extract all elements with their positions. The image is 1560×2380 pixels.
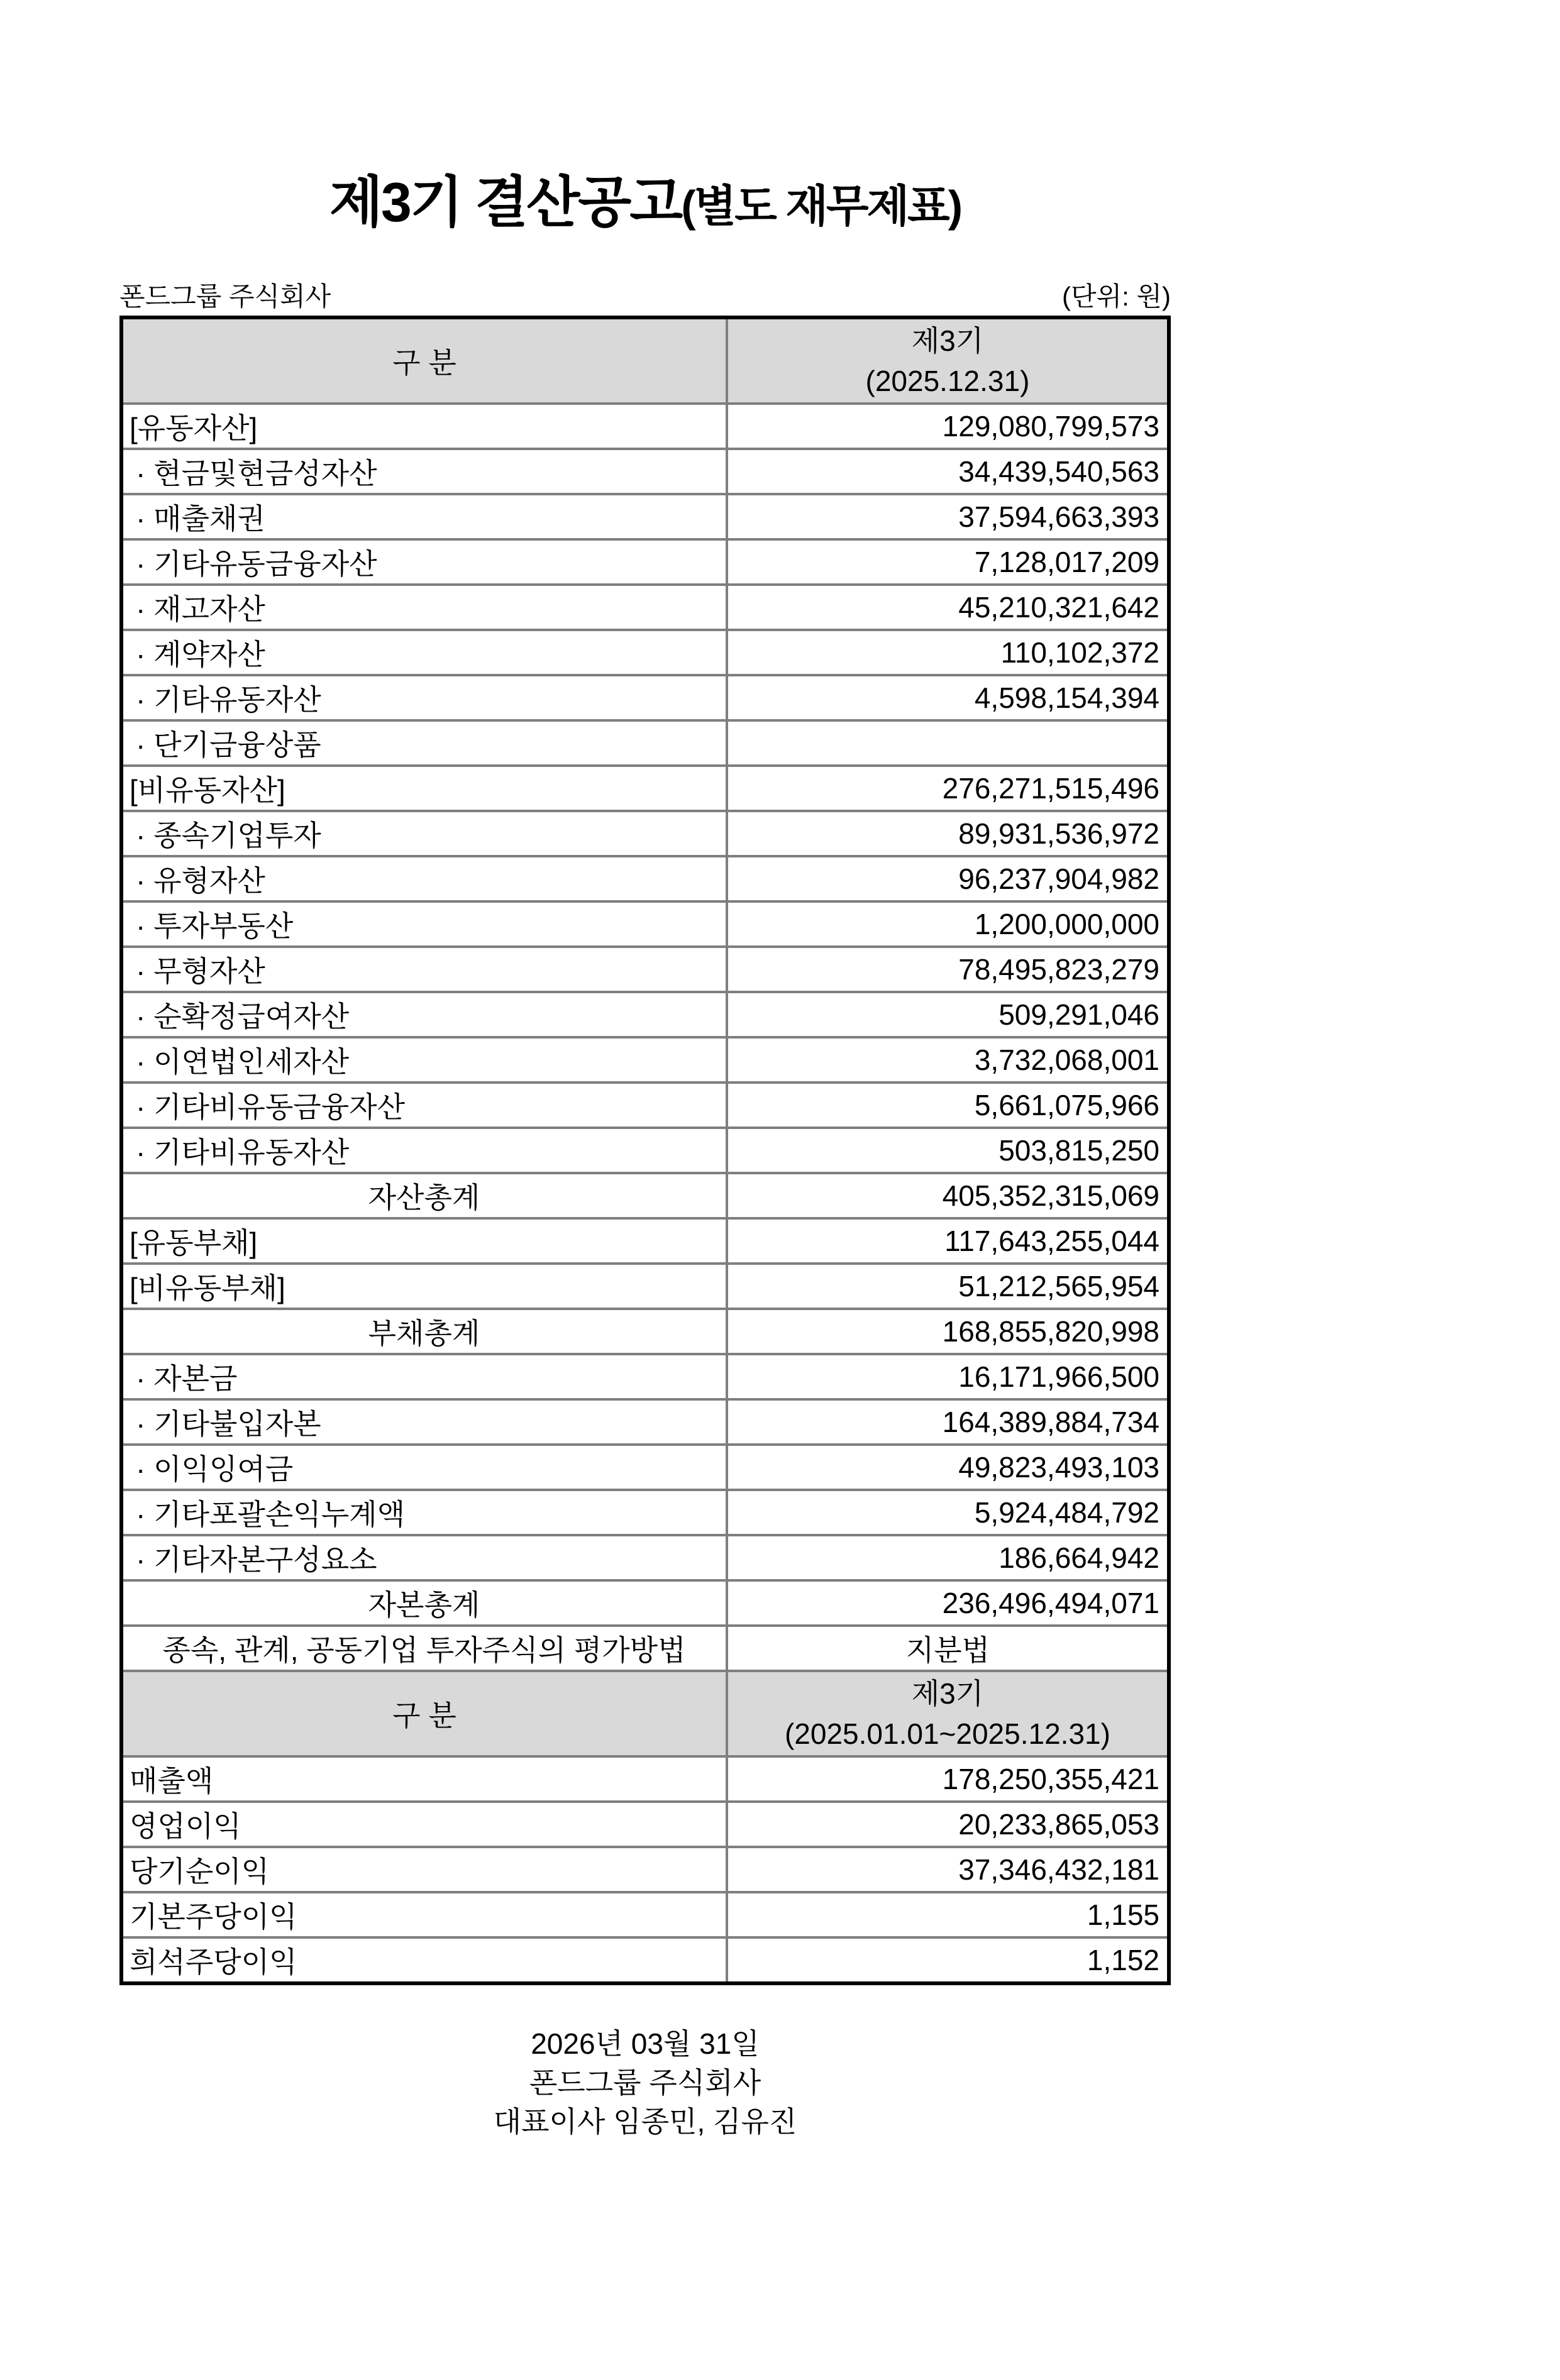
table-row [121,494,1169,539]
table-row [121,449,1169,494]
table-row [121,1535,1169,1580]
row-value: 117,643,255,044 [727,1218,1169,1264]
row-value: 509,291,046 [727,992,1169,1037]
row-label: · 순확정급여자산 [121,992,727,1037]
row-label: · 기타비유동자산 [121,1128,727,1173]
row-value: 503,815,250 [727,1128,1169,1173]
row-value: 236,496,494,071 [727,1580,1169,1626]
footer-company: 폰드그룹 주식회사 [529,2066,761,2099]
table-row [121,811,1169,856]
row-value: 16,171,966,500 [727,1354,1169,1399]
table-row [121,1756,1169,1802]
row-value: 276,271,515,496 [727,766,1169,811]
table-row [121,1490,1169,1535]
row-value: 178,250,355,421 [727,1756,1169,1802]
header-period-line: 제3기 [911,1677,984,1710]
row-value: 49,823,493,103 [727,1445,1169,1490]
table-row [121,720,1169,766]
row-label: · 기타포괄손익누계액 [121,1490,727,1535]
header-category-cell: 구 분 [121,317,727,404]
row-label: · 기타불입자본 [121,1399,727,1445]
row-value: 지분법 [727,1626,1169,1671]
page-title-main: 제3기 결산공고 [329,171,682,233]
row-value: 4,598,154,394 [727,675,1169,720]
table-row [121,901,1169,947]
row-label: · 재고자산 [121,585,727,630]
row-value: 20,233,865,053 [727,1802,1169,1847]
row-value: 110,102,372 [727,630,1169,675]
row-value: 5,924,484,792 [727,1490,1169,1535]
row-label: · 계약자산 [121,630,727,675]
table-row [121,1173,1169,1218]
footer [119,2024,1171,2141]
table-row [121,1128,1169,1173]
row-label: [유동자산] [121,404,727,449]
row-value: 405,352,315,069 [727,1173,1169,1218]
row-label: · 자본금 [121,1354,727,1399]
row-value: 89,931,536,972 [727,811,1169,856]
page-title [119,171,1171,233]
row-label: · 무형자산 [121,947,727,992]
table-row [121,1264,1169,1309]
table-row [121,1354,1169,1399]
table-row [121,1580,1169,1626]
financial-table [119,316,1171,1985]
row-value: 1,152 [727,1937,1169,1983]
row-label: · 현금및현금성자산 [121,449,727,494]
table-header-row [121,1671,1169,1756]
header-category-cell: 구 분 [121,1671,727,1756]
row-value: 1,155 [727,1892,1169,1937]
footer-signature: 대표이사 임종민, 김유진 [493,2105,797,2138]
table-row [121,1445,1169,1490]
table-row [121,675,1169,720]
row-label: · 기타비유동금융자산 [121,1083,727,1128]
row-label: · 기타유동자산 [121,675,727,720]
row-label: · 단기금융상품 [121,720,727,766]
header-period-line: 제3기 [911,324,984,357]
table-row [121,947,1169,992]
table-row [121,1399,1169,1445]
row-label: · 매출채권 [121,494,727,539]
row-label: 매출액 [121,1756,727,1802]
table-row [121,1218,1169,1264]
footer-date: 2026년 03월 31일 [531,2027,760,2060]
table-row [121,1309,1169,1354]
table-meta-row [119,282,1171,312]
header-period-cell [727,317,1169,404]
row-value: 129,080,799,573 [727,404,1169,449]
row-label: · 종속기업투자 [121,811,727,856]
row-label: · 투자부동산 [121,901,727,947]
document-page [119,171,1171,2141]
company-name: 폰드그룹 주식회사 [119,282,331,311]
row-value: 51,212,565,954 [727,1264,1169,1309]
table-row [121,1083,1169,1128]
row-label: 당기순이익 [121,1847,727,1892]
table-row [121,404,1169,449]
header-period-cell [727,1671,1169,1756]
table-row [121,992,1169,1037]
row-label: · 이연법인세자산 [121,1037,727,1083]
row-value: 7,128,017,209 [727,539,1169,585]
table-row [121,1626,1169,1671]
table-row [121,630,1169,675]
row-value: 34,439,540,563 [727,449,1169,494]
row-label: 종속, 관계, 공동기업 투자주식의 평가방법 [121,1626,727,1671]
table-row [121,1037,1169,1083]
row-label: 영업이익 [121,1802,727,1847]
table-row [121,585,1169,630]
header-period-line: (2025.12.31) [865,365,1030,397]
row-value: 186,664,942 [727,1535,1169,1580]
row-value: 1,200,000,000 [727,901,1169,947]
row-label: · 기타자본구성요소 [121,1535,727,1580]
row-label: 자본총계 [121,1580,727,1626]
row-value: 96,237,904,982 [727,856,1169,901]
unit-note: (단위: 원) [1061,282,1171,311]
row-label: [비유동자산] [121,766,727,811]
row-value [727,720,1169,766]
row-value: 164,389,884,734 [727,1399,1169,1445]
row-label: · 이익잉여금 [121,1445,727,1490]
table-row [121,1847,1169,1892]
row-label: · 기타유동금융자산 [121,539,727,585]
table-header-row [121,317,1169,404]
row-value: 45,210,321,642 [727,585,1169,630]
row-label: 부채총계 [121,1309,727,1354]
row-label: [비유동부채] [121,1264,727,1309]
row-value: 3,732,068,001 [727,1037,1169,1083]
row-value: 37,346,432,181 [727,1847,1169,1892]
row-label: 기본주당이익 [121,1892,727,1937]
header-period-line: (2025.01.01~2025.12.31) [784,1717,1110,1750]
row-label: [유동부채] [121,1218,727,1264]
row-value: 168,855,820,998 [727,1309,1169,1354]
row-value: 37,594,663,393 [727,494,1169,539]
table-row [121,856,1169,901]
row-value: 78,495,823,279 [727,947,1169,992]
row-label: 자산총계 [121,1173,727,1218]
page-title-paren: (별도 재무제표) [681,182,961,231]
table-row [121,1892,1169,1937]
row-value: 5,661,075,966 [727,1083,1169,1128]
table-row [121,1802,1169,1847]
financial-table-body [121,317,1169,1983]
row-label: 희석주당이익 [121,1937,727,1983]
table-row [121,539,1169,585]
row-label: · 유형자산 [121,856,727,901]
table-row [121,1937,1169,1983]
table-row [121,766,1169,811]
